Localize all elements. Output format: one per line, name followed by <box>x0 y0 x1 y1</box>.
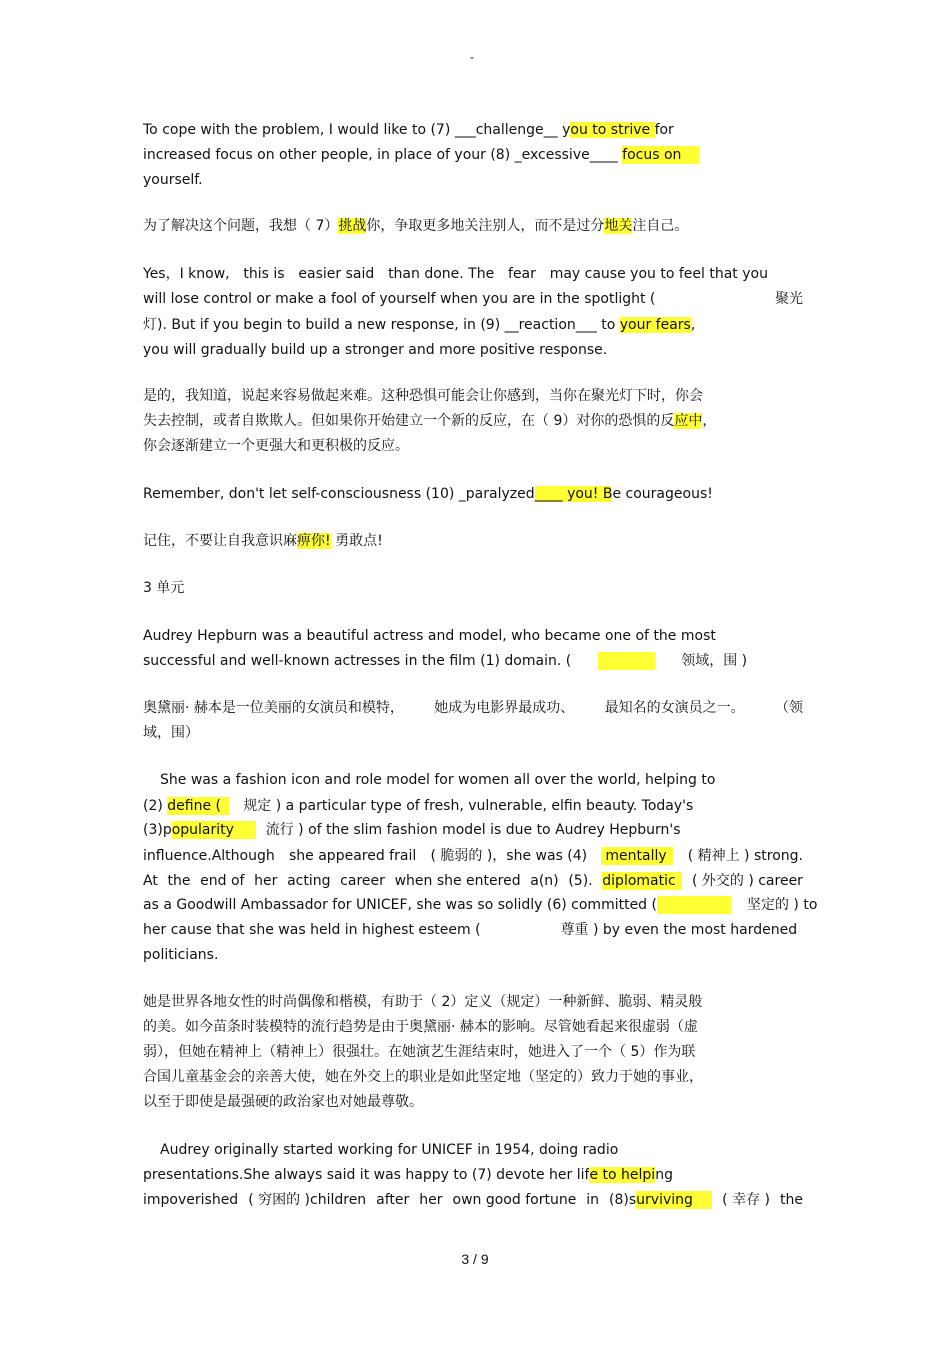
highlight: focus on <box>622 146 699 164</box>
highlight: ou to strive <box>570 122 655 138</box>
text: successful and well-known actresses in the film (1) domain. ( <box>143 653 572 669</box>
text-line: Audrey originally started working for UNICEF in 1954, doing radio <box>160 1142 619 1158</box>
text: presentations.She always said it was happy to (7) devote her lif <box>143 1167 590 1183</box>
highlight: diplomatic <box>602 872 682 890</box>
text: ， <box>702 413 717 429</box>
highlight: 应中 <box>674 413 703 429</box>
text: At <box>143 873 158 889</box>
text: , <box>690 317 696 333</box>
text-line: Audrey Hepburn was a beautiful actress and model, who became one of the most <box>143 628 716 644</box>
text: acting <box>287 873 331 889</box>
text: (3)p <box>143 822 172 838</box>
text-line <box>143 265 768 283</box>
text: own good fortune <box>452 1192 577 1208</box>
text-line: She was a fashion icon and role model for women all over the world, helping to <box>160 772 716 788</box>
text-line <box>143 699 803 717</box>
text-line <box>143 1191 803 1209</box>
text: (2) <box>143 798 168 814</box>
text: ( 外交的 ) career <box>691 873 803 889</box>
text-line: 是的，我知道，说起来容易做起来难。这种恐惧可能会让你感到，当你在聚光灯下时，你会 <box>143 388 703 404</box>
text: 她成为电影界最成功、 <box>434 700 575 716</box>
text: increased focus on other people, in place of your (8) _excessive____ <box>143 147 623 163</box>
page-number: 3 / 9 <box>461 1251 489 1267</box>
text: she appeared frail <box>289 848 417 864</box>
text: 坚定的 ) to <box>746 897 818 913</box>
text-line: 合国儿童基金会的亲善大使，她在外交上的职业是如此坚定地（坚定的）致力于她的事业， <box>143 1069 703 1085</box>
text-line: yourself. <box>143 172 203 188</box>
text-line: 弱），但她在精神上（精神上）很强壮。在她演艺生涯结束时，她进入了一个（ 5）作为联 <box>143 1044 696 1060</box>
text: career <box>340 873 385 889</box>
text-line: you will gradually build up a stronger and more positive response. <box>143 342 608 358</box>
text: 领域，围 ) <box>681 653 748 669</box>
text: Yes，I know, <box>143 266 230 282</box>
text: Remember, don't let self-consciousness (10) _paralyzed <box>143 486 535 502</box>
highlight: 痹你! <box>297 533 331 549</box>
highlight: e to helpi <box>589 1167 656 1183</box>
text-line: 域，围） <box>143 725 199 741</box>
highlight: define ( <box>167 797 229 815</box>
text-line: 以至于即使是最强硬的政治家也对她最尊敬。 <box>143 1094 423 1110</box>
text-line <box>143 412 803 430</box>
text: ( 脆弱的 )，she was (4) <box>430 848 588 864</box>
text: in <box>586 1192 600 1208</box>
text: her cause that she was held in highest esteem ( <box>143 922 481 938</box>
text: 勇敢点! <box>330 533 383 549</box>
text: a(n) <box>530 873 559 889</box>
text: 注自己。 <box>632 218 689 234</box>
text: after <box>376 1192 410 1208</box>
text: the <box>167 873 191 889</box>
text-line: 你会逐渐建立一个更强大和更积极的反应。 <box>143 438 409 454</box>
unit-heading: 3 单元 <box>143 580 185 596</box>
text: her <box>419 1192 443 1208</box>
text-line <box>143 896 818 914</box>
text: when she entered <box>394 873 521 889</box>
text-line <box>143 485 803 503</box>
text: 奥黛丽· 赫本是一位美丽的女演员和模特， <box>143 700 404 716</box>
highlight: ____ you! B <box>534 486 613 502</box>
text: as a Goodwill Ambassador for UNICEF, she was so solidly (6) committed ( <box>143 897 657 913</box>
text: easier said <box>298 266 375 282</box>
text-line <box>143 921 803 939</box>
text: 规定 ) a particular type of fresh, vulnerable, elfin beauty. Today's <box>243 798 694 814</box>
text-line <box>143 797 803 815</box>
text-line: 她是世界各地女性的时尚偶像和楷模，有助于（ 2）定义（规定）一种新鲜、脆弱、精灵般 <box>143 994 703 1010</box>
highlight: your fears <box>619 317 691 333</box>
text: ng <box>655 1167 673 1183</box>
text: the <box>779 1192 803 1208</box>
text: To cope with the problem, I would like to (7) ___challenge__ y <box>143 122 571 138</box>
text: (5). <box>568 873 593 889</box>
text: for <box>654 122 674 138</box>
text: fear <box>508 266 536 282</box>
text: impoverished <box>143 1192 239 1208</box>
highlight: urviving <box>636 1191 712 1209</box>
text: 灯). But if you begin to build a new response, in (9) __reaction___ to <box>143 317 620 333</box>
highlight: mentally <box>601 847 673 865</box>
text: 记住，不要让自我意识麻 <box>143 533 297 549</box>
text-line <box>143 316 803 334</box>
highlight: 地关 <box>604 218 633 234</box>
header-mark: - <box>470 50 474 64</box>
text: (8)s <box>609 1192 637 1208</box>
text: her <box>254 873 278 889</box>
text: will lose control or make a fool of yourself when you are in the spotlight ( <box>143 291 656 307</box>
text: （领 <box>774 700 803 716</box>
text: 最知名的女演员之一。 <box>604 700 745 716</box>
text: end of <box>200 873 245 889</box>
text: 聚光 <box>775 291 803 307</box>
highlight: opularity <box>172 821 256 839</box>
text: ( 精神上 ) strong. <box>687 848 803 864</box>
text: this is <box>243 266 285 282</box>
text: 失去控制，或者自欺欺人。但如果你开始建立一个新的反应，在（ 9）对你的恐惧的反 <box>143 413 675 429</box>
text-line: 的美。如今苗条时装模特的流行趋势是由于奥黛丽· 赫本的影响。尽管她看起来很虚弱（虚 <box>143 1019 698 1035</box>
text-line <box>143 121 803 139</box>
text-line <box>143 872 803 890</box>
text: ( 幸存 ) <box>722 1192 770 1208</box>
text: 尊重 ) by even the most hardened <box>560 922 798 938</box>
text-line: politicians. <box>143 947 219 963</box>
text-line <box>143 146 803 164</box>
text-line <box>143 847 803 865</box>
text-line <box>143 652 803 670</box>
text: may cause you to feel that you <box>549 266 768 282</box>
text: 为了解决这个问题，我想（ 7） <box>143 218 339 234</box>
text-line <box>143 290 803 308</box>
blank-highlight <box>598 652 655 670</box>
text: ( 穷困的 )children <box>248 1192 367 1208</box>
text-line <box>143 532 803 550</box>
text: 你，争取更多地关注别人，而不是过分 <box>366 218 605 234</box>
text-line <box>143 821 803 839</box>
text-line <box>143 217 803 235</box>
highlight: 挑战 <box>338 218 367 234</box>
text: e courageous! <box>612 486 713 502</box>
text: than done. The <box>388 266 495 282</box>
text: 流行 ) of the slim fashion model is due to Audrey Hepburn's <box>265 822 681 838</box>
blank-highlight <box>657 896 731 914</box>
text: influence.Although <box>143 848 275 864</box>
text-line <box>143 1166 803 1184</box>
